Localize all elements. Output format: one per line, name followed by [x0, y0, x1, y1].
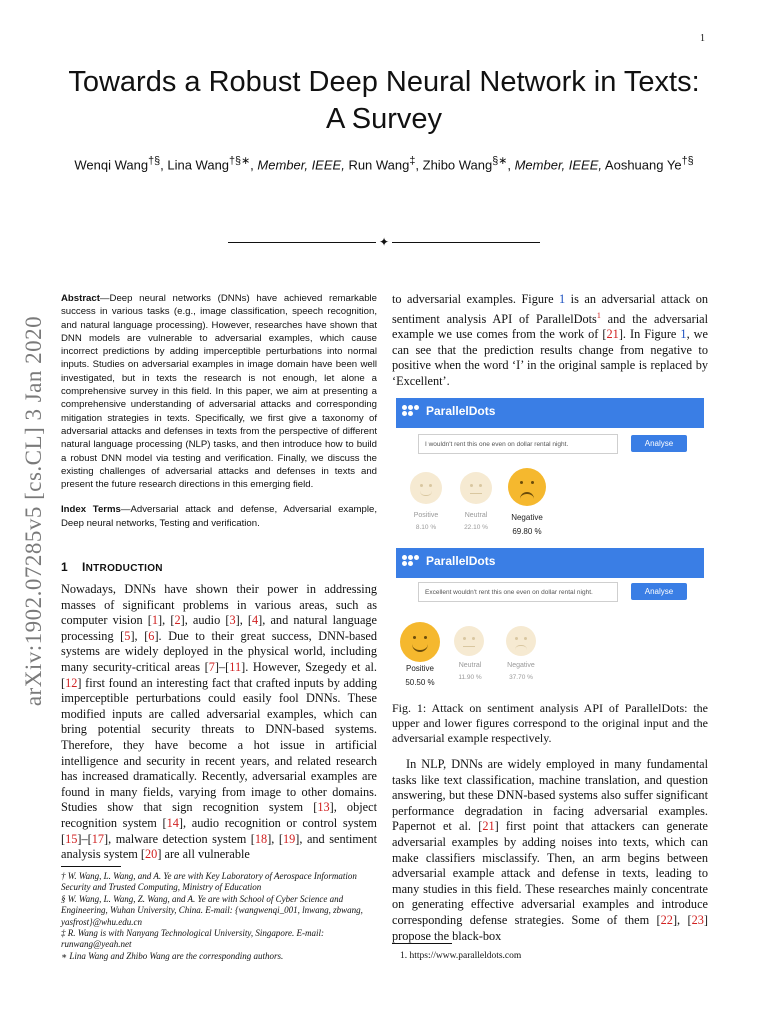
author-name: Lina Wang	[167, 157, 230, 173]
citation-link[interactable]: 12	[65, 675, 78, 690]
citation-link[interactable]: 19	[282, 831, 296, 846]
figure-link[interactable]: 1	[559, 292, 566, 306]
neutral-face-icon	[454, 626, 484, 656]
text-run: ]. In Figure	[618, 327, 681, 342]
section-number: 1	[61, 560, 68, 575]
text-run: In NLP, DNNs are widely employed in many fundamental tasks like text classification, machine translation, and question answering, but these DNN-based systems also suffer significant performance degradation in facing adversarial examples. Papernot et al. [	[392, 757, 708, 834]
positive-face-icon	[400, 622, 440, 662]
analyse-button[interactable]: Analyse	[631, 435, 687, 452]
section-heading-rest: NTRODUCTION	[85, 563, 163, 575]
title-divider	[228, 234, 540, 250]
abstract-dash: —	[99, 293, 110, 304]
positive-label: Positive	[413, 512, 439, 519]
author-affiliation-mark: †§	[148, 155, 161, 167]
paralleldots-panel-adversarial	[396, 548, 704, 688]
right-paragraph	[392, 292, 708, 390]
citation-link[interactable]: 7	[208, 660, 215, 675]
abstract-label: Abstract	[61, 293, 100, 304]
author-name: Aoshuang Ye	[604, 157, 682, 173]
text-run: ] first point that attackers can generate adversarial examples by adding noises into texts, which can make classifiers misclassify. Then, an arm begins between adversarial example attack and defense in texts, leading to many studies in this field. These researches mainly concentrate on generating effective adversarial examples and introduce corresponding defense strategies. Some of them [	[392, 819, 708, 927]
footnote: ∗ Lina Wang and Zhibo Wang are the corresponding authors.	[61, 950, 284, 961]
negative-percent: 69.80 %	[512, 527, 542, 536]
citation-link[interactable]: 2	[174, 613, 181, 628]
index-terms-dash: —	[120, 504, 131, 516]
membership: Member, IEEE,	[514, 157, 603, 173]
index-terms	[61, 503, 377, 530]
citation-link[interactable]: 5	[124, 628, 131, 643]
neutral-percent: 11.90 %	[458, 674, 482, 681]
citation-link[interactable]: 13	[317, 800, 330, 815]
text-run: ], [	[235, 613, 253, 628]
page-number: 1	[700, 33, 705, 44]
text-run: ], [	[130, 628, 149, 643]
membership: Member, IEEE,	[257, 157, 345, 173]
negative-face-icon	[506, 626, 536, 656]
diamond-icon: ✦	[378, 235, 390, 249]
paper-title: Towards a Robust Deep Neural Network in Texts: A Survey	[68, 66, 700, 135]
text-run: ] are all vulnerable	[157, 847, 250, 862]
figure-caption: Fig. 1: Attack on sentiment analysis API of ParallelDots: the upper and lower figures correspond to the original input and the adversarial example respectively.	[392, 701, 708, 745]
citation-link[interactable]: 20	[145, 847, 158, 862]
citation-link[interactable]: 23	[691, 912, 704, 927]
footnote-rule	[61, 866, 121, 867]
text-run: and the adversarial example we use comes from the work of [	[392, 311, 708, 342]
text-run: ], [	[672, 912, 692, 927]
text-run: ]–[	[77, 831, 92, 846]
paralleldots-header	[396, 548, 704, 578]
paralleldots-panel-original	[396, 398, 704, 538]
positive-percent: 50.50 %	[405, 678, 435, 687]
footnote-rule	[392, 943, 452, 944]
citation-link[interactable]: 15	[65, 831, 78, 846]
abstract	[61, 292, 377, 491]
author-affiliation-mark: †§	[681, 155, 694, 167]
text-run: , we can see that the prediction results change from negative to positive when the word ‘I’ in the original sample is replaced by ‘Excellent’.	[392, 327, 708, 389]
negative-label: Negative	[511, 513, 543, 522]
analyse-button[interactable]: Analyse	[631, 583, 687, 600]
text-run: ]. However, Szegedy et al. [	[61, 660, 377, 690]
citation-link[interactable]: 21	[606, 327, 619, 342]
citation-link[interactable]: 1	[151, 613, 159, 628]
text-run: ] first found an interesting fact that crafted inputs by adding imperceptible perturbations could easily fool DNNs. These modified inputs are called adversarial examples, which can bring potential security threats to DNN-based systems. Therefore, they have become a hot issue in artificial intelligence and security in recent years, and related research has increased dramatically. Recently, adversarial examples are found in many fields, varying from image to other domains. Studies show that sign recognition system [	[61, 675, 377, 815]
sentiment-input[interactable]: I wouldn't rent this one even on dollar rental night.	[418, 434, 618, 454]
left-column	[61, 292, 377, 863]
divider-line	[392, 242, 540, 243]
footnote: ‡ R. Wang is with Nanyang Technological University, Singapore. E-mail: runwang@yeah.net	[61, 928, 324, 950]
footnote-url: 1. https://www.paralleldots.com	[400, 951, 522, 961]
text-run: to adversarial examples. Figure	[392, 292, 560, 306]
author-affiliation-mark: †§∗	[229, 155, 251, 167]
arxiv-stamp	[14, 286, 54, 736]
citation-link[interactable]: 3	[229, 613, 236, 628]
text-run: ], audio recognition or control system [	[61, 815, 377, 846]
text-run: ] propose the black-box	[392, 912, 708, 943]
citation-link[interactable]: 22	[660, 912, 673, 927]
citation-link[interactable]: 6	[148, 628, 155, 643]
author-name: Zhibo Wang	[422, 157, 493, 173]
text-run: ]. Due to their great success, DNN-based systems are widely deployed in the physical world, including many security-critical areas [	[61, 628, 377, 675]
text-run: ]–[	[214, 660, 230, 675]
figure-1	[396, 398, 704, 694]
footnote: § W. Wang, L. Wang, Z. Wang, and A. Ye are with School of Cyber Science and Engineering, Wuhan University, China. E-mail: {wangwenqi_001, lnwang, zbwang, yasfrost}@whu.edu.cn	[61, 893, 363, 927]
text-run: ], object recognition system [	[61, 800, 377, 830]
footnote-marker[interactable]: 1	[596, 310, 601, 320]
author-name: Run Wang	[348, 157, 410, 173]
author-name: Wenqi Wang	[74, 157, 149, 173]
abstract-text: Deep neural networks (DNNs) have achieved remarkable success in various tasks (e.g., image classification, speech recognition, and natural language processing). However, researches have shown that DNN models are vulnerable to adversarial examples, which cause incorrect predictions by adding imperceptible perturbations into normal inputs. Studies on adversarial examples in image domain have been well investigated, but in texts the research is not enough, let alone a comprehensive survey in this field. In this paper, we aim at presenting a comprehensive understanding of adversarial attacks and corresponding mitigation strategies in texts. Specifically, we first give a taxonomy of adversarial attacks and defenses in texts from the perspective of different natural language processing (NLP) tasks, and then introduce how to build a robust DNN model via testing and verification. Finally, we discuss the existing challenges of adversarial attacks and defenses in texts and present the future research directions in this emerging field.	[61, 293, 377, 491]
positive-label: Positive	[405, 664, 434, 673]
negative-percent: 37.70 %	[509, 674, 533, 681]
paralleldots-brand: ParallelDots	[426, 404, 496, 418]
neutral-label: Neutral	[458, 662, 482, 669]
citation-link[interactable]: 11	[229, 660, 242, 675]
negative-face-icon	[508, 468, 546, 506]
right-paragraph	[392, 757, 708, 944]
positive-face-icon	[410, 472, 442, 504]
author-affiliation-mark: §∗	[492, 155, 508, 167]
paralleldots-header	[396, 398, 704, 428]
citation-link[interactable]: 14	[166, 815, 179, 830]
paralleldots-logo-icon	[402, 405, 420, 421]
text-run: ], audio [	[180, 613, 230, 628]
figure-link[interactable]: 1	[680, 327, 687, 342]
right-column	[392, 292, 708, 390]
positive-percent: 8.10 %	[415, 524, 437, 531]
introduction-paragraph	[61, 582, 377, 863]
footnotes	[61, 871, 377, 962]
index-terms-text: Adversarial attack and defense, Adversarial example, Deep neural networks, Testing and verification.	[61, 504, 377, 529]
paralleldots-logo-icon	[402, 555, 420, 571]
text-run: ], [	[158, 613, 175, 628]
arxiv-stamp-text: arXiv:1902.07285v5 [cs.CL] 3 Jan 2020	[21, 315, 46, 707]
neutral-face-icon	[460, 472, 492, 504]
text-run: ], and sentiment analysis system [	[61, 831, 378, 862]
neutral-label: Neutral	[464, 512, 488, 519]
section-heading-initial: I	[81, 560, 86, 575]
right-column-lower	[392, 757, 708, 944]
index-terms-label: Index Terms	[61, 504, 121, 516]
citation-link[interactable]: 4	[252, 613, 259, 628]
text-run: ], and natural language processing [	[61, 613, 378, 643]
citation-link[interactable]: 18	[254, 831, 268, 846]
author-affiliation-mark: ‡	[409, 155, 416, 167]
citation-link[interactable]: 21	[482, 819, 495, 834]
sentiment-input[interactable]: Excellent wouldn't rent this one even on dollar rental night.	[418, 582, 618, 602]
footnote: † W. Wang, L. Wang, and A. Ye are with Key Laboratory of Aerospace Information Security and Trusted Computing, Ministry of Education	[61, 871, 357, 893]
divider-line	[228, 242, 376, 243]
text-run: is an adversarial attack on sentiment analysis API of ParallelDots	[392, 292, 708, 326]
section-heading-introduction	[61, 560, 377, 574]
text-run: Nowadays, DNNs have shown their power in addressing masses of significant problems in various areas, such as computer vision [	[61, 582, 377, 628]
text-run: ], [	[267, 831, 283, 846]
author-list: Wenqi Wang†§, Lina Wang†§∗, Member, IEEE, Run Wang‡, Zhibo Wang§∗, Member, IEEE, Aoshuang Ye†§	[74, 155, 694, 173]
text-run: ], malware detection system [	[104, 831, 255, 846]
neutral-percent: 22.10 %	[464, 524, 488, 531]
citation-link[interactable]: 17	[91, 831, 105, 846]
negative-label: Negative	[507, 662, 535, 669]
paralleldots-brand: ParallelDots	[426, 554, 496, 568]
